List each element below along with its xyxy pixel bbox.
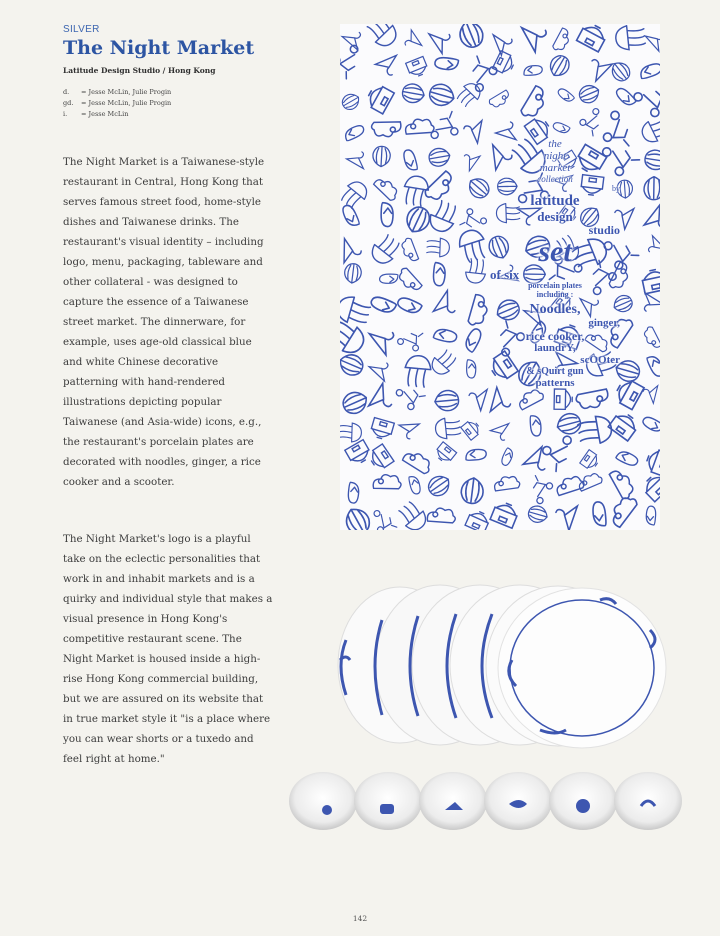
hanger-icon bbox=[342, 26, 367, 50]
poster-typography: the night market collection by latitude design studio set of six porcelain plates including : Noodles, ginger, rice cooker, laundrY, scOOter & sQuirt gun patterns bbox=[490, 138, 620, 389]
flip-flop-icon bbox=[641, 415, 660, 434]
bowl-5 bbox=[549, 772, 617, 830]
garlic-icon bbox=[428, 147, 452, 168]
bowls-photo bbox=[285, 770, 685, 832]
hanger-icon bbox=[495, 119, 520, 140]
hanger-icon bbox=[645, 27, 660, 52]
hanger-icon bbox=[344, 239, 361, 263]
garlic-icon bbox=[465, 174, 493, 202]
garlic-icon bbox=[340, 91, 362, 113]
hanger-icon bbox=[490, 387, 513, 416]
rice-cooker-icon bbox=[465, 509, 491, 530]
noodle-bowl-icon bbox=[615, 24, 646, 51]
flip-flop-icon bbox=[646, 506, 657, 525]
hanger-icon bbox=[429, 25, 456, 54]
credit-graphic-designer: gd. = Jesse McLin, Julie Progin bbox=[63, 99, 172, 107]
garlic-icon bbox=[434, 390, 459, 412]
flip-flop-icon bbox=[408, 475, 421, 495]
cloud-icon bbox=[399, 237, 418, 263]
cloud-icon bbox=[488, 90, 512, 110]
rice-cooker-icon bbox=[369, 418, 394, 441]
hanger-icon bbox=[522, 24, 553, 52]
cloud-icon bbox=[642, 326, 660, 351]
cloud-icon bbox=[520, 85, 550, 121]
hanger-icon bbox=[375, 55, 402, 79]
noodle-bowl-icon bbox=[404, 355, 432, 388]
cloud-icon bbox=[427, 507, 456, 523]
hanger-icon bbox=[523, 447, 554, 478]
rice-cooker-icon bbox=[461, 418, 483, 440]
rice-cooker-icon bbox=[433, 442, 456, 465]
garlic-icon bbox=[402, 204, 433, 237]
hanger-icon bbox=[644, 205, 660, 236]
award-label: SILVER bbox=[63, 24, 100, 35]
cloud-icon bbox=[607, 493, 639, 528]
hanger-icon bbox=[369, 383, 399, 415]
hanger-icon bbox=[643, 236, 660, 259]
noodle-bowl-icon bbox=[456, 227, 489, 264]
flip-flop-icon bbox=[500, 448, 515, 467]
rice-cooker-icon bbox=[367, 444, 394, 472]
scooter-icon bbox=[340, 44, 368, 80]
hanger-icon bbox=[462, 117, 482, 143]
rice-cooker-icon bbox=[580, 450, 601, 472]
cloud-icon bbox=[373, 175, 400, 202]
flip-flop-icon bbox=[463, 327, 484, 353]
cloud-icon bbox=[552, 28, 573, 54]
scooter-icon bbox=[541, 435, 581, 473]
plates-photo bbox=[300, 580, 680, 750]
garlic-icon bbox=[425, 472, 454, 500]
credit-illustrator: i. = Jesse McLin bbox=[63, 110, 129, 118]
flip-flop-icon bbox=[381, 203, 393, 227]
noodle-bowl-icon bbox=[435, 417, 462, 440]
flip-flop-icon bbox=[343, 124, 366, 142]
rice-cooker-icon bbox=[641, 471, 660, 502]
noodle-bowl-icon bbox=[428, 347, 459, 378]
noodle-bowl-icon bbox=[396, 499, 431, 530]
scooter-icon bbox=[395, 379, 427, 411]
hanger-icon bbox=[641, 383, 658, 404]
plate-6 bbox=[498, 588, 666, 748]
cloud-icon bbox=[402, 448, 434, 475]
garlic-icon bbox=[608, 58, 633, 84]
garlic-icon bbox=[577, 82, 602, 105]
scooter-icon bbox=[374, 507, 398, 530]
scooter-icon bbox=[458, 208, 487, 237]
bowl-6 bbox=[614, 772, 682, 830]
studio-credit: Latitude Design Studio / Hong Kong bbox=[63, 66, 216, 75]
flip-flop-icon bbox=[434, 57, 458, 71]
hanger-icon bbox=[466, 385, 487, 411]
noodle-bowl-icon bbox=[577, 414, 614, 446]
flip-flop-icon bbox=[465, 449, 486, 461]
rice-cooker-icon bbox=[345, 440, 373, 467]
flip-flop-icon bbox=[646, 354, 660, 379]
garlic-icon bbox=[340, 351, 366, 379]
rice-cooker-icon bbox=[406, 56, 429, 78]
cloud-icon bbox=[609, 467, 637, 501]
hanger-icon bbox=[637, 293, 660, 317]
scooter-icon bbox=[579, 107, 609, 137]
cloud-icon bbox=[423, 171, 457, 204]
rice-cooker-icon bbox=[641, 268, 660, 294]
garlic-icon bbox=[527, 504, 550, 525]
noodle-bowl-icon bbox=[364, 24, 401, 51]
cloud-icon bbox=[396, 267, 423, 295]
flip-flop-icon bbox=[530, 415, 542, 436]
scooter-icon bbox=[524, 474, 554, 505]
garlic-icon bbox=[546, 52, 572, 80]
flip-flop-icon bbox=[523, 65, 542, 76]
body-paragraph-2: The Night Market's logo is a playful take on the eclectic personalities that work in and inhabit markets and is a quirky and individual style that makes a visual presence in Hong Kong's competitive restaurant scene. The Night Market is housed inside a high-rise Hong Kong commercial building, but we are assured on its website that in true market style it "is a place where you can wear shorts or a tuxedo and feel right at home." bbox=[63, 533, 273, 765]
hanger-icon bbox=[490, 424, 513, 444]
noodle-bowl-icon bbox=[367, 232, 402, 268]
cloud-icon bbox=[373, 474, 401, 488]
hanger-icon bbox=[552, 500, 578, 530]
flip-flop-icon bbox=[380, 274, 399, 284]
cloud-icon bbox=[467, 294, 490, 328]
credit-designer: d. = Jesse McLin, Julie Progin bbox=[63, 88, 172, 96]
noodle-bowl-icon bbox=[340, 317, 369, 358]
garlic-icon bbox=[372, 146, 390, 167]
garlic-icon bbox=[401, 82, 426, 104]
flip-flop-icon bbox=[396, 295, 422, 315]
hanger-icon bbox=[459, 149, 480, 171]
garlic-icon bbox=[460, 477, 485, 505]
noodle-bowl-icon bbox=[427, 238, 450, 257]
garlic-icon bbox=[427, 82, 456, 109]
flip-flop-icon bbox=[615, 449, 639, 468]
noodle-bowl-icon bbox=[639, 115, 660, 146]
scooter-icon bbox=[397, 325, 425, 351]
rice-cooker-icon bbox=[577, 24, 609, 52]
noodle-bowl-icon bbox=[426, 199, 459, 235]
flip-flop-icon bbox=[433, 327, 458, 343]
cloud-icon bbox=[372, 122, 402, 137]
bowl-1 bbox=[289, 772, 357, 830]
hanger-icon bbox=[584, 52, 613, 81]
hanger-icon bbox=[433, 291, 462, 322]
hanger-icon bbox=[399, 424, 420, 439]
flip-flop-icon bbox=[433, 262, 446, 286]
scooter-icon bbox=[460, 54, 498, 93]
flip-flop-icon bbox=[638, 62, 660, 80]
garlic-icon bbox=[644, 177, 660, 200]
flip-flop-icon bbox=[466, 360, 475, 378]
scooter-icon bbox=[632, 77, 660, 118]
garlic-icon bbox=[341, 504, 373, 530]
garlic-icon bbox=[340, 388, 370, 417]
rice-cooker-icon bbox=[608, 410, 640, 441]
cloud-icon bbox=[575, 389, 610, 411]
rice-cooker-icon bbox=[644, 448, 660, 477]
cloud-icon bbox=[493, 475, 520, 491]
noodle-bowl-icon bbox=[340, 423, 362, 443]
hanger-icon bbox=[369, 322, 401, 355]
cloud-icon bbox=[554, 474, 585, 496]
page-title: The Night Market bbox=[63, 37, 255, 59]
flip-flop-icon bbox=[552, 121, 570, 135]
credits-list bbox=[63, 87, 171, 120]
garlic-icon bbox=[456, 24, 487, 51]
flip-flop-icon bbox=[348, 482, 360, 503]
rice-cooker-icon bbox=[490, 500, 520, 528]
garlic-icon bbox=[343, 263, 362, 284]
hanger-icon bbox=[369, 356, 395, 381]
flip-flop-icon bbox=[341, 203, 360, 228]
body-paragraph-1: The Night Market is a Taiwanese-style restaurant in Central, Hong Kong that serves famous street food, home-style dishes and Taiwanese drinks. The restaurant's visual identity – including logo, menu, packaging, tableware and other collateral - was designed to capture the essence of a Taiwanese street market. The dinnerware, for example, uses age-old classical blue and white Chinese decorative patterning with hand-rendered illustrations depicting popular Taiwanese (and Asia-wide) icons, e.g., the restaurant's porcelain plates are decorated with noodles, ginger, a rice cooker and a scooter. bbox=[63, 156, 265, 488]
cloud-icon bbox=[405, 118, 434, 134]
flip-flop-icon bbox=[556, 87, 574, 104]
flip-flop-icon bbox=[369, 295, 396, 316]
bowl-2 bbox=[354, 772, 422, 830]
hanger-icon bbox=[400, 30, 421, 53]
page-number: 142 bbox=[352, 914, 368, 923]
hanger-icon bbox=[493, 29, 516, 55]
bowl-3 bbox=[419, 772, 487, 830]
noodle-bowl-icon bbox=[465, 258, 487, 284]
cloud-icon bbox=[516, 387, 545, 410]
bowl-4 bbox=[484, 772, 552, 830]
rice-cooker-icon bbox=[554, 389, 572, 410]
garlic-icon bbox=[644, 149, 660, 172]
flip-flop-icon bbox=[592, 501, 607, 526]
rice-cooker-icon bbox=[364, 83, 394, 114]
flip-flop-icon bbox=[402, 149, 418, 172]
noodle-bowl-icon bbox=[340, 294, 372, 328]
hanger-icon bbox=[346, 147, 370, 169]
